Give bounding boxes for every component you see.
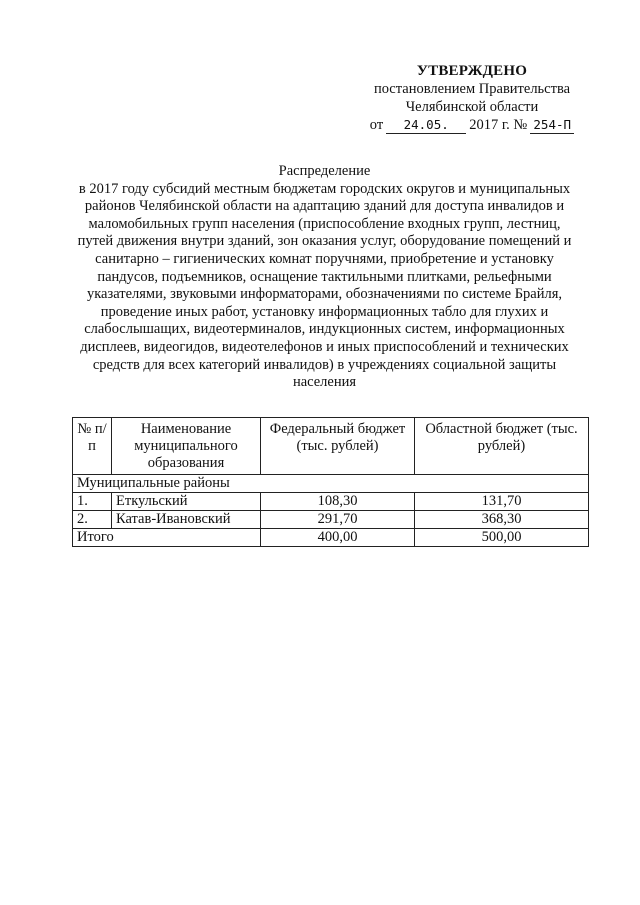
approval-date-line xyxy=(352,116,592,134)
title-heading: Распределение xyxy=(278,163,371,179)
row-num: 1. xyxy=(73,493,112,511)
total-regional: 500,00 xyxy=(415,529,589,547)
table-row xyxy=(73,511,589,529)
approval-number: 254-П xyxy=(530,117,574,134)
section-label: Муниципальные районы xyxy=(73,475,589,493)
title-body: в 2017 году субсидий местным бюджетам городских округов и муниципальных районов Челябинской области на адаптацию зданий для доступа инвалидов и маломобильных групп населения (приспособление входных групп, лестниц, путей движения внутри зданий, зон оказания услуг, оборудование помещений и санитарно – гигиенических комнат поручнями, приобретение и установку пандусов, подъемников, оснащение тактильными плитками, рельефными указателями, звуковыми информаторами, обозначениями по системе Брайля, проведение иных работ, установку информационных табло для глухих и слабослышащих, видеотерминалов, индукционных систем, информационных дисплеев, видеогидов, видеотелефонов и иных приспособлений и технических средств для всех категорий инвалидов) в учреждениях социальной защиты населения xyxy=(77,180,572,391)
total-federal: 400,00 xyxy=(261,529,415,547)
approval-line-1: постановлением Правительства xyxy=(373,81,571,97)
approval-line-2: Челябинской области xyxy=(405,99,539,115)
row-name: Катав-Ивановский xyxy=(112,511,261,529)
header-regional: Областной бюджет (тыс. рублей) xyxy=(415,418,589,475)
header-federal: Федеральный бюджет (тыс. рублей) xyxy=(261,418,415,475)
approval-stamp xyxy=(352,62,592,134)
approval-date: 24.05. xyxy=(386,117,466,134)
row-name: Еткульский xyxy=(112,493,261,511)
approval-heading: УТВЕРЖДЕНО xyxy=(416,63,528,79)
table-section-row xyxy=(73,475,589,493)
table-total-row xyxy=(73,529,589,547)
row-federal: 291,70 xyxy=(261,511,415,529)
row-federal: 108,30 xyxy=(261,493,415,511)
table-header-row xyxy=(73,418,589,475)
distribution-table xyxy=(72,417,589,547)
header-num: № п/п xyxy=(73,418,112,475)
header-name: Наименование муниципального образования xyxy=(112,418,261,475)
approval-from-word: от xyxy=(369,117,384,133)
row-regional: 131,70 xyxy=(415,493,589,511)
row-num: 2. xyxy=(73,511,112,529)
total-label: Итого xyxy=(73,529,261,547)
approval-year-text: 2017 г. № xyxy=(469,117,528,133)
document-title xyxy=(72,163,577,392)
row-regional: 368,30 xyxy=(415,511,589,529)
table-row xyxy=(73,493,589,511)
